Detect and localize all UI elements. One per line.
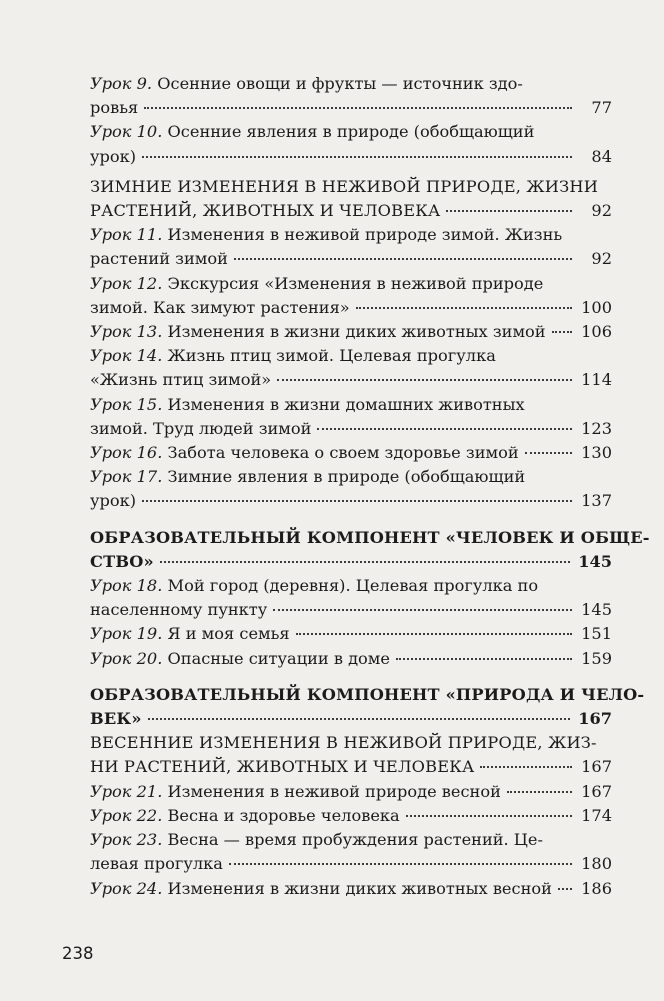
- toc-entry-text: [90, 780, 501, 804]
- lesson-label: Урок 19.: [90, 624, 163, 644]
- dot-leader: [160, 560, 570, 563]
- toc-page-number: 186: [581, 878, 612, 898]
- toc-entry-title: ОБРАЗОВАТЕЛЬНЫЙ КОМПОНЕНТ «ПРИРОДА И ЧЕЛО-: [90, 684, 645, 704]
- toc-entry-line: [90, 417, 612, 441]
- toc-entry-title: ЗИМНИЕ ИЗМЕНЕНИЯ В НЕЖИВОЙ ПРИРОДЕ, ЖИЗНИ: [90, 176, 599, 196]
- toc-entry-text: [90, 852, 223, 876]
- lesson-label: Урок 17.: [90, 467, 163, 487]
- toc-entry-title: Изменения в жизни домашних животных: [167, 394, 525, 414]
- lesson-label: Урок 23.: [90, 830, 163, 850]
- toc-lesson-entry: [90, 320, 612, 344]
- dot-leader: [144, 106, 572, 109]
- dot-leader: [234, 257, 572, 260]
- toc-entry-title: Осенние овощи и фрукты — источник здо-: [157, 74, 523, 93]
- dot-leader: [277, 378, 572, 381]
- toc-entry-title: Весна и здоровье человека: [167, 805, 400, 825]
- toc-entry-title: Опасные ситуации в доме: [167, 648, 390, 668]
- toc-entry-text: [90, 296, 350, 320]
- toc-entry-text: [90, 72, 523, 96]
- toc-entry-line: [90, 96, 612, 120]
- toc-entry-line: [90, 199, 612, 223]
- toc-entry-text: [90, 272, 543, 296]
- toc-entry-line: [90, 550, 612, 574]
- toc-entry-line: [90, 731, 612, 755]
- toc-lesson-entry: [90, 647, 612, 671]
- dot-leader: [507, 790, 572, 793]
- toc-page-number: 167: [581, 757, 612, 777]
- lesson-label: Урок 12.: [90, 273, 163, 293]
- toc-entry-text: [90, 175, 598, 199]
- toc-entry-text: [90, 731, 597, 755]
- toc-component-heading: [90, 683, 645, 731]
- toc-entry-title: СТВО»: [90, 551, 154, 571]
- toc-entry-line: [90, 120, 612, 144]
- page-number: 238: [62, 944, 94, 963]
- toc-entry-title: урок): [90, 491, 137, 511]
- toc-entry-title: Изменения в неживой природе весной: [167, 781, 501, 801]
- toc-entry-line: [90, 877, 612, 901]
- toc-entry-line: [90, 441, 612, 465]
- toc-page-number: 145: [581, 600, 612, 620]
- dot-leader: [480, 765, 572, 768]
- toc-entry-text: [90, 417, 311, 441]
- toc-entry-line: [90, 647, 612, 671]
- toc-entry-line: [90, 598, 612, 622]
- table-of-contents: [90, 72, 650, 901]
- dot-leader: [552, 330, 572, 333]
- dot-leader: [396, 657, 572, 660]
- dot-leader: [446, 209, 572, 212]
- lesson-label: Урок 21.: [90, 781, 163, 801]
- toc-entry-title: ВЕК»: [90, 709, 142, 729]
- toc-page-number: 180: [581, 854, 612, 874]
- toc-entry-title: урок): [90, 146, 137, 166]
- toc-entry-line: [90, 393, 612, 417]
- toc-entry-title: РАСТЕНИЙ, ЖИВОТНЫХ И ЧЕЛОВЕКА: [90, 201, 441, 221]
- toc-lesson-entry: [90, 574, 612, 622]
- lesson-label: Урок 18.: [90, 576, 163, 596]
- toc-page-number: 114: [581, 370, 612, 390]
- toc-entry-text: [90, 828, 543, 852]
- toc-lesson-entry: [90, 344, 612, 392]
- toc-entry-text: [90, 550, 154, 574]
- toc-entry-line: [90, 145, 612, 169]
- toc-entry-text: [90, 804, 400, 828]
- toc-lesson-entry: [90, 465, 612, 513]
- dot-leader: [406, 814, 572, 817]
- toc-entry-text: [90, 598, 267, 622]
- toc-entry-title: ВЕСЕННИЕ ИЗМЕНЕНИЯ В НЕЖИВОЙ ПРИРОДЕ, ЖИЗ-: [90, 733, 597, 753]
- toc-page-number: 84: [591, 146, 612, 166]
- lesson-label: Урок 13.: [90, 322, 163, 342]
- toc-entry-line: [90, 247, 612, 271]
- lesson-label: Урок 16.: [90, 443, 163, 463]
- lesson-label: Урок 15.: [90, 394, 163, 414]
- lesson-label: Урок 11.: [90, 225, 163, 245]
- toc-entry-line: [90, 489, 612, 513]
- toc-entry-text: [90, 441, 519, 465]
- toc-lesson-entry: [90, 223, 612, 271]
- toc-entry-text: [90, 247, 228, 271]
- toc-entry-text: [90, 145, 136, 169]
- toc-entry-title: Жизнь птиц зимой. Целевая прогулка: [167, 346, 496, 366]
- toc-entry-title: населенному пункту: [90, 600, 268, 620]
- toc-entry-title: ОБРАЗОВАТЕЛЬНЫЙ КОМПОНЕНТ «ЧЕЛОВЕК И ОБЩЕ-: [90, 527, 650, 547]
- toc-entry-line: [90, 574, 612, 598]
- toc-page-number: 137: [581, 491, 612, 511]
- toc-entry-title: ровья: [90, 98, 139, 118]
- toc-entry-text: [90, 877, 552, 901]
- toc-entry-title: Изменения в неживой природе зимой. Жизнь: [167, 225, 563, 245]
- dot-leader: [356, 306, 572, 309]
- toc-page-number: 174: [581, 805, 612, 825]
- toc-entry-text: [90, 320, 546, 344]
- toc-entry-title: Изменения в жизни диких животных зимой: [167, 322, 546, 342]
- dot-leader: [525, 451, 572, 454]
- toc-page-number: 151: [581, 624, 612, 644]
- toc-entry-text: [90, 622, 290, 646]
- dot-leader: [296, 632, 572, 635]
- toc-entry-text: [90, 393, 525, 417]
- toc-entry-text: [90, 526, 650, 550]
- dot-leader: [148, 717, 571, 720]
- toc-entry-title: «Жизнь птиц зимой»: [90, 370, 272, 390]
- toc-entry-line: [90, 320, 612, 344]
- toc-entry-line: [90, 175, 612, 199]
- toc-entry-title: Весна — время пробуждения растений. Це-: [167, 830, 543, 850]
- dot-leader: [317, 427, 572, 430]
- toc-entry-text: [90, 683, 644, 707]
- toc-entry-text: [90, 489, 136, 513]
- toc-entry-text: [90, 647, 390, 671]
- toc-page-number: 130: [581, 443, 612, 463]
- toc-entry-line: [90, 622, 612, 646]
- toc-entry-line: [90, 755, 612, 779]
- toc-entry-text: [90, 755, 474, 779]
- toc-page-number: 77: [591, 98, 612, 118]
- toc-page-number: 100: [581, 297, 612, 317]
- toc-entry-line: [90, 852, 612, 876]
- toc-page-number: 92: [591, 201, 612, 221]
- toc-entry-text: [90, 465, 525, 489]
- toc-entry-title: Я и моя семья: [167, 624, 290, 644]
- toc-entry-line: [90, 465, 612, 489]
- toc-entry-line: [90, 804, 612, 828]
- toc-lesson-entry: [90, 120, 612, 168]
- toc-entry-line: [90, 72, 612, 96]
- toc-lesson-entry: [90, 877, 612, 901]
- toc-entry-line: [90, 368, 612, 392]
- toc-lesson-entry: [90, 828, 612, 876]
- dot-leader: [142, 155, 572, 158]
- toc-entry-title: Осенние явления в природе (обобщающий: [167, 122, 535, 142]
- toc-entry-text: [90, 223, 562, 247]
- toc-page-number: 106: [581, 322, 612, 342]
- lesson-label: Урок 10.: [90, 122, 163, 142]
- lesson-label: Урок 20.: [90, 648, 163, 668]
- toc-entry-text: [90, 707, 142, 731]
- toc-lesson-entry: [90, 72, 612, 120]
- toc-entry-text: [90, 574, 538, 598]
- toc-entry-title: Экскурсия «Изменения в неживой природе: [167, 273, 544, 293]
- toc-page-number: 167: [578, 709, 612, 729]
- toc-entry-line: [90, 683, 645, 707]
- toc-lesson-entry: [90, 804, 612, 828]
- toc-entry-line: [90, 272, 612, 296]
- lesson-label: Урок 22.: [90, 805, 163, 825]
- toc-entry-title: Мой город (деревня). Целевая прогулка по: [167, 576, 539, 596]
- toc-lesson-entry: [90, 780, 612, 804]
- toc-entry-title: Забота человека о своем здоровье зимой: [167, 443, 519, 463]
- toc-entry-text: [90, 344, 496, 368]
- toc-entry-title: Зимние явления в природе (обобщающий: [167, 467, 526, 487]
- toc-entry-line: [90, 223, 612, 247]
- toc-entry-title: Изменения в жизни диких животных весной: [167, 878, 552, 898]
- toc-section-heading: [90, 175, 612, 223]
- toc-entry-title: зимой. Труд людей зимой: [90, 418, 312, 438]
- lesson-label: Урок 9.: [90, 74, 153, 93]
- lesson-label: Урок 14.: [90, 346, 163, 366]
- toc-page-number: 145: [578, 551, 612, 571]
- toc-entry-title: левая прогулка: [90, 854, 223, 874]
- toc-entry-line: [90, 828, 612, 852]
- toc-entry-text: [90, 96, 138, 120]
- toc-entry-line: [90, 707, 612, 731]
- toc-entry-line: [90, 344, 612, 368]
- dot-leader: [142, 499, 572, 502]
- toc-section-heading: [90, 731, 612, 779]
- toc-entry-text: [90, 199, 440, 223]
- dot-leader: [273, 608, 572, 611]
- toc-page-number: 123: [581, 418, 612, 438]
- toc-lesson-entry: [90, 272, 612, 320]
- toc-entry-title: НИ РАСТЕНИЙ, ЖИВОТНЫХ И ЧЕЛОВЕКА: [90, 757, 475, 777]
- toc-entry-line: [90, 780, 612, 804]
- toc-entry-title: зимой. Как зимуют растения»: [90, 297, 350, 317]
- toc-lesson-entry: [90, 393, 612, 441]
- toc-entry-line: [90, 296, 612, 320]
- dot-leader: [558, 887, 572, 890]
- toc-entry-line: [90, 526, 650, 550]
- toc-entry-title: растений зимой: [90, 249, 228, 269]
- toc-page-number: 92: [591, 249, 612, 269]
- toc-lesson-entry: [90, 622, 612, 646]
- toc-page-number: 159: [581, 648, 612, 668]
- toc-entry-text: [90, 368, 271, 392]
- toc-lesson-entry: [90, 441, 612, 465]
- dot-leader: [229, 862, 572, 865]
- toc-page-number: 167: [581, 781, 612, 801]
- lesson-label: Урок 24.: [90, 878, 163, 898]
- toc-component-heading: [90, 526, 650, 574]
- toc-entry-text: [90, 120, 534, 144]
